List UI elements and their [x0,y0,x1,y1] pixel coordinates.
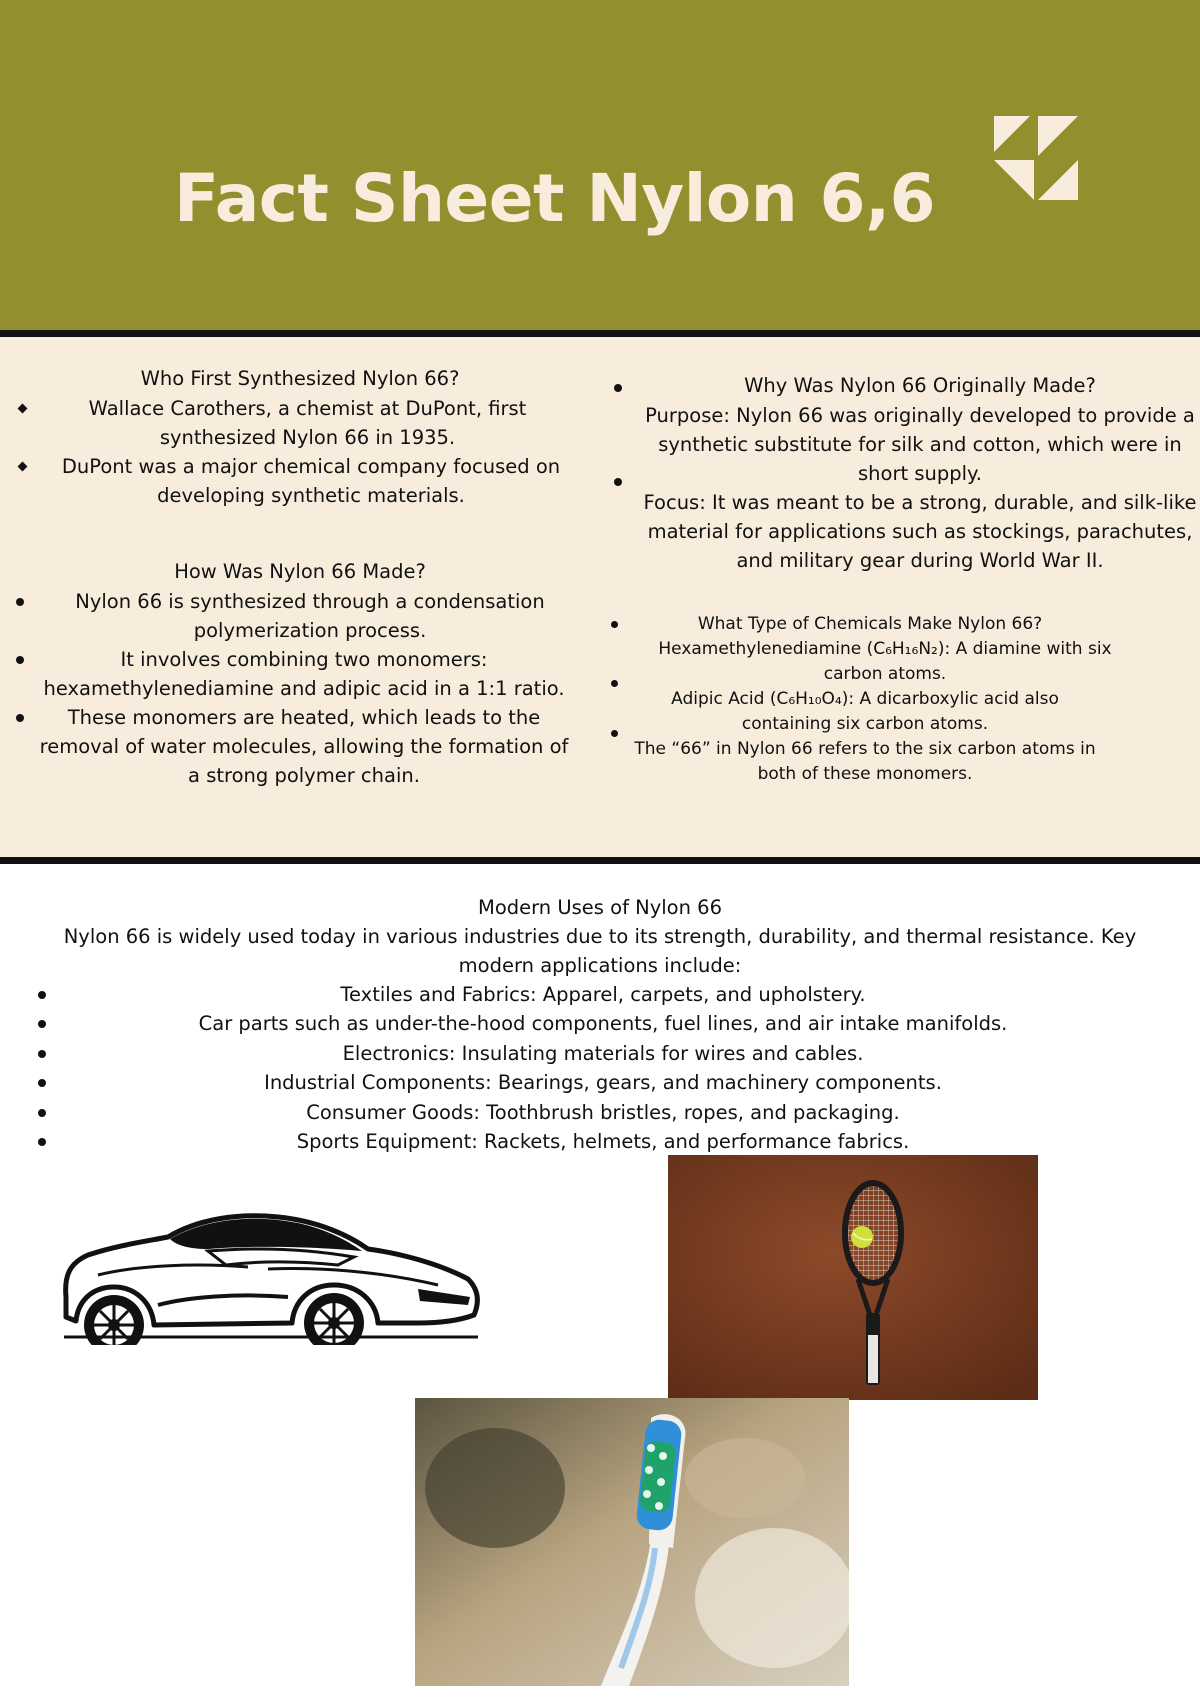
bullet-icon [18,462,28,472]
bottom-divider [0,857,1200,864]
list-item: Car parts such as under-the-hood components, fuel lines, and air intake manifolds. [38,1009,1198,1038]
page-title: Fact Sheet Nylon 6,6 [174,160,936,237]
bullet-icon [611,680,618,687]
bullet-icon [38,1020,46,1028]
left-column [0,364,600,790]
how-made-heading: How Was Nylon 66 Made? [174,560,426,583]
bullet-icon [16,598,24,606]
uses-list [38,980,1198,1156]
header-banner [0,0,1200,330]
list-item: It involves combining two monomers: hexamethylenediamine and adipic acid in a 1:1 ratio. [0,645,600,703]
chemicals-heading: What Type of Chemicals Make Nylon 66? [697,614,1043,634]
chemicals-section [600,612,1140,787]
sports-car-illustration [58,1205,480,1345]
list-item: Hexamethylenediamine (C₆H₁₆N₂): A diamine with six carbon atoms. [600,637,1140,687]
why-made-list [600,401,1200,575]
who-synthesized-heading: Who First Synthesized Nylon 66? [140,367,460,390]
toothbrush-photo [415,1398,849,1686]
bullet-icon [38,991,46,999]
bullet-icon [614,384,622,392]
list-item: DuPont was a major chemical company focused on developing synthetic materials. [0,452,600,510]
uses-intro: Nylon 66 is widely used today in various industries due to its strength, durability, and thermal resistance. Key modern applications include: [63,925,1137,977]
chemicals-list [600,637,1140,787]
list-item: Textiles and Fabrics: Apparel, carpets, and upholstery. [38,980,1198,1009]
bullet-icon [16,714,24,722]
list-item: Wallace Carothers, a chemist at DuPont, first synthesized Nylon 66 in 1935. [0,394,600,452]
top-divider [0,330,1200,337]
list-item: Adipic Acid (C₆H₁₀O₄): A dicarboxylic acid also containing six carbon atoms. [600,687,1140,737]
uses-heading: Modern Uses of Nylon 66 [478,896,722,919]
bullet-icon [38,1079,46,1087]
bullet-icon [611,730,618,737]
bullet-icon [614,478,622,486]
bullet-icon [18,404,28,414]
list-item: Sports Equipment: Rackets, helmets, and performance fabrics. [38,1127,1198,1156]
list-item: Nylon 66 is synthesized through a condensation polymerization process. [0,587,600,645]
list-item: Industrial Components: Bearings, gears, and machinery components. [38,1068,1198,1097]
list-item: Electronics: Insulating materials for wires and cables. [38,1039,1198,1068]
triangles-logo-icon [990,112,1082,204]
bullet-icon [38,1138,46,1146]
bullet-icon [38,1109,46,1117]
bullet-icon [16,656,24,664]
how-made-list [0,587,600,790]
bullet-icon [38,1050,46,1058]
bullet-icon [611,621,618,628]
list-item: Consumer Goods: Toothbrush bristles, ropes, and packaging. [38,1098,1198,1127]
tennis-racket-photo [668,1155,1038,1400]
right-column [600,371,1200,575]
list-item: The “66” in Nylon 66 refers to the six carbon atoms in both of these monomers. [600,737,1140,787]
why-made-heading: Why Was Nylon 66 Originally Made? [744,374,1096,397]
list-item: These monomers are heated, which leads to the removal of water molecules, allowing the formation of a strong polymer chain. [0,703,600,790]
list-item: Purpose: Nylon 66 was originally developed to provide a synthetic substitute for silk and cotton, which were in short supply. [600,401,1200,488]
who-synthesized-list [0,394,600,510]
list-item: Focus: It was meant to be a strong, durable, and silk-like material for applications such as stockings, parachutes, and military gear during World War II. [600,488,1200,575]
